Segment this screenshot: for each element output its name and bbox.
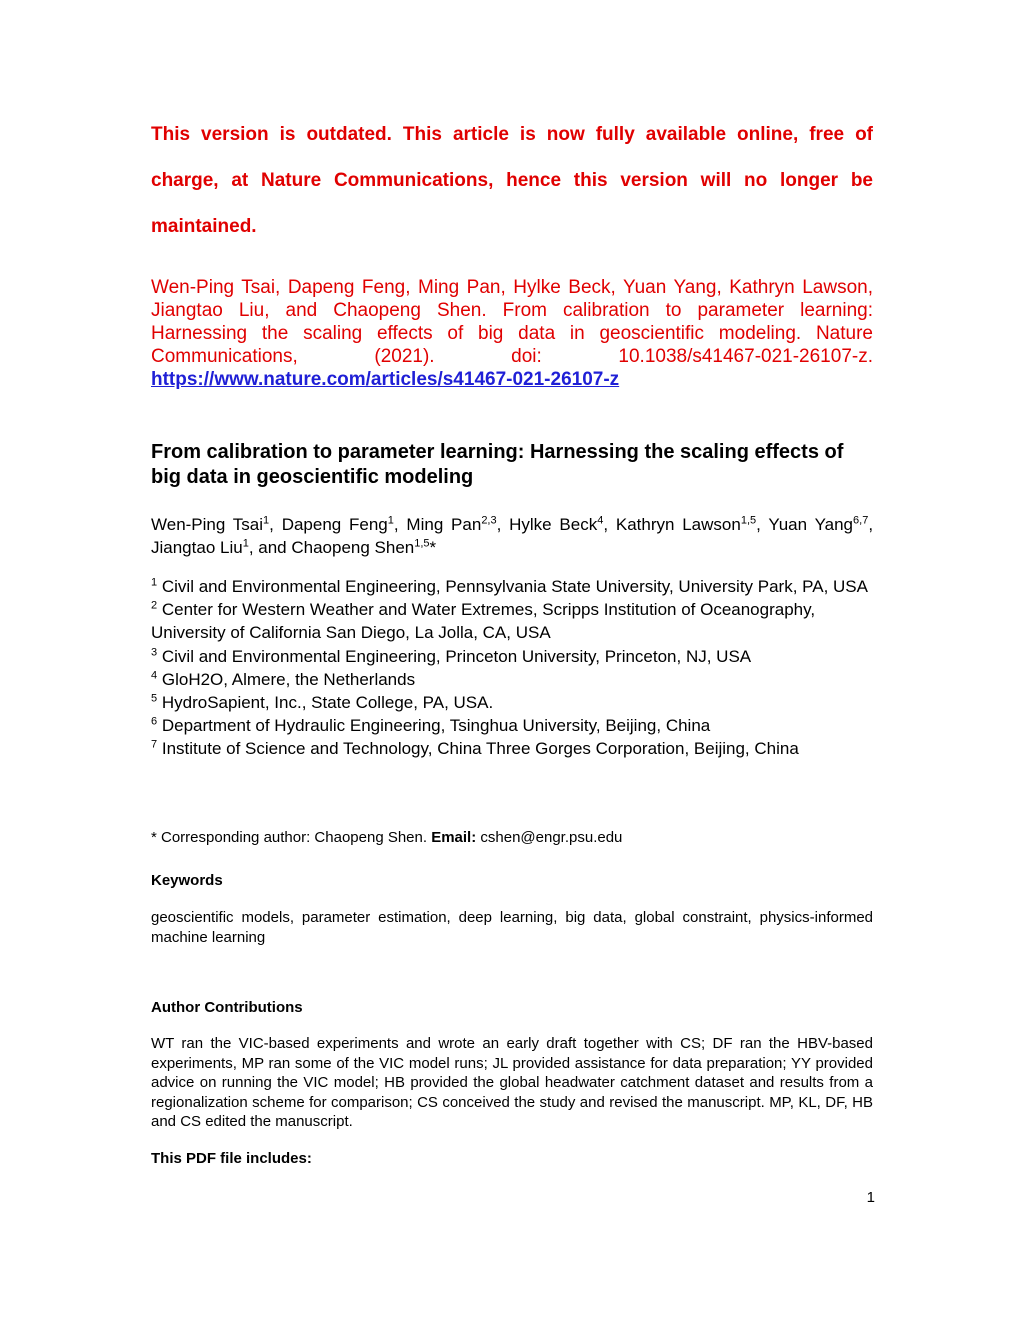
affiliation-text: Civil and Environmental Engineering, Princeton University, Princeton, NJ, USA: [161, 646, 752, 666]
author-affiliation-marker: 4: [597, 514, 604, 527]
email-address[interactable]: cshen@engr.psu.edu: [480, 829, 623, 846]
author-list: [151, 513, 873, 559]
author-name: Yuan Yang: [768, 515, 854, 534]
affiliation-text: Center for Western Weather and Water Extremes, Scripps Institution of Oceanography, University of California San Diego, La Jolla, CA, USA: [151, 600, 816, 643]
affiliation-number: 2: [151, 599, 158, 612]
affiliation-text: HydroSapient, Inc., State College, PA, USA.: [161, 693, 494, 713]
author-separator: ,: [603, 515, 616, 534]
contributions-text: WT ran the VIC-based experiments and wrote an early draft together with CS; DF ran the HBV-based experiments, MP ran some of the VIC model runs; JL provided assistance for data preparation; YY provided advice on running the VIC model; HB provided the global headwater catchment dataset and results from a regionalization scheme for comparison; CS conceived the study and revised the manuscript. MP, KL, DF, HB and CS edited the manuscript.: [151, 1035, 873, 1130]
author-affiliation-marker: 1: [242, 537, 249, 550]
affiliation-text: Institute of Science and Technology, China Three Gorges Corporation, Beijing, China: [161, 739, 799, 759]
affiliation-number: 3: [151, 645, 158, 658]
corresponding-author: [151, 828, 873, 848]
author-name: Hylke Beck: [509, 515, 598, 534]
author-affiliation-marker: 1,5: [414, 537, 430, 550]
affiliation-item: [151, 668, 873, 691]
email-label: Email:: [431, 829, 477, 846]
keywords-text: geoscientific models, parameter estimation, deep learning, big data, global constraint, physics-informed machine learning: [151, 909, 873, 946]
affiliation-item: [151, 691, 873, 714]
affiliation-number: 4: [151, 669, 158, 682]
citation-link[interactable]: https://www.nature.com/articles/s41467-021-26107-z: [151, 369, 620, 390]
author-name: Chaopeng Shen: [291, 538, 415, 557]
includes-heading: This PDF file includes:: [151, 1150, 312, 1167]
paper-title: From calibration to parameter learning: Harnessing the scaling effects of big data in geoscientific modeling: [151, 441, 844, 488]
affiliation-item: [151, 714, 873, 737]
affiliation-number: 7: [151, 738, 158, 751]
author-name: Dapeng Feng: [281, 515, 388, 534]
affiliation-text: Civil and Environmental Engineering, Pennsylvania State University, University Park, PA, USA: [161, 577, 868, 596]
affiliation-list: [151, 575, 873, 761]
page-number: 1: [866, 1189, 875, 1206]
citation-block: [151, 276, 873, 391]
author-affiliation-marker: 1: [387, 514, 394, 527]
author-name: Kathryn Lawson: [615, 515, 741, 534]
affiliation-text: GloH2O, Almere, the Netherlands: [161, 669, 416, 689]
outdated-notice: This version is outdated. This article is now fully available online, free of charge, at Nature Communications, hence this version will no longer be maintained.: [151, 124, 873, 237]
author-name: Ming Pan: [406, 515, 482, 534]
author-affiliation-marker: 2,3: [481, 514, 497, 527]
author-name: Jiangtao Liu: [151, 538, 243, 557]
author-separator: ,: [269, 515, 282, 534]
affiliation-item: [151, 598, 873, 644]
author-name: Wen-Ping Tsai: [151, 515, 264, 534]
author-separator: *: [429, 538, 437, 557]
affiliation-item: [151, 737, 873, 760]
affiliation-text: Department of Hydraulic Engineering, Tsinghua University, Beijing, China: [161, 716, 711, 736]
author-affiliation-marker: 1,5: [740, 514, 757, 527]
author-separator: ,: [868, 515, 874, 534]
author-separator: , and: [248, 538, 292, 557]
author-separator: ,: [393, 515, 407, 534]
affiliation-item: [151, 575, 873, 598]
keywords-heading: Keywords: [151, 872, 223, 889]
author-separator: ,: [756, 515, 769, 534]
contributions-heading: Author Contributions: [151, 999, 303, 1016]
author-separator: ,: [496, 515, 510, 534]
corresponding-prefix: * Corresponding author: Chaopeng Shen.: [151, 829, 428, 846]
affiliation-number: 5: [151, 692, 158, 705]
citation-text: Wen-Ping Tsai, Dapeng Feng, Ming Pan, Hylke Beck, Yuan Yang, Kathryn Lawson, Jiangtao Liu, and Chaopeng Shen. From calibration to parameter learning: Harnessing the scaling effects of big data in geoscientific modeling. Nature Communications, (2021). doi: 10.1038/s41467-021-26107-z.: [151, 277, 873, 367]
affiliation-item: [151, 645, 873, 668]
author-affiliation-marker: 6,7: [853, 514, 869, 527]
affiliation-number: 6: [151, 715, 158, 728]
affiliation-number: 1: [151, 576, 158, 589]
author-affiliation-marker: 1: [263, 514, 270, 527]
